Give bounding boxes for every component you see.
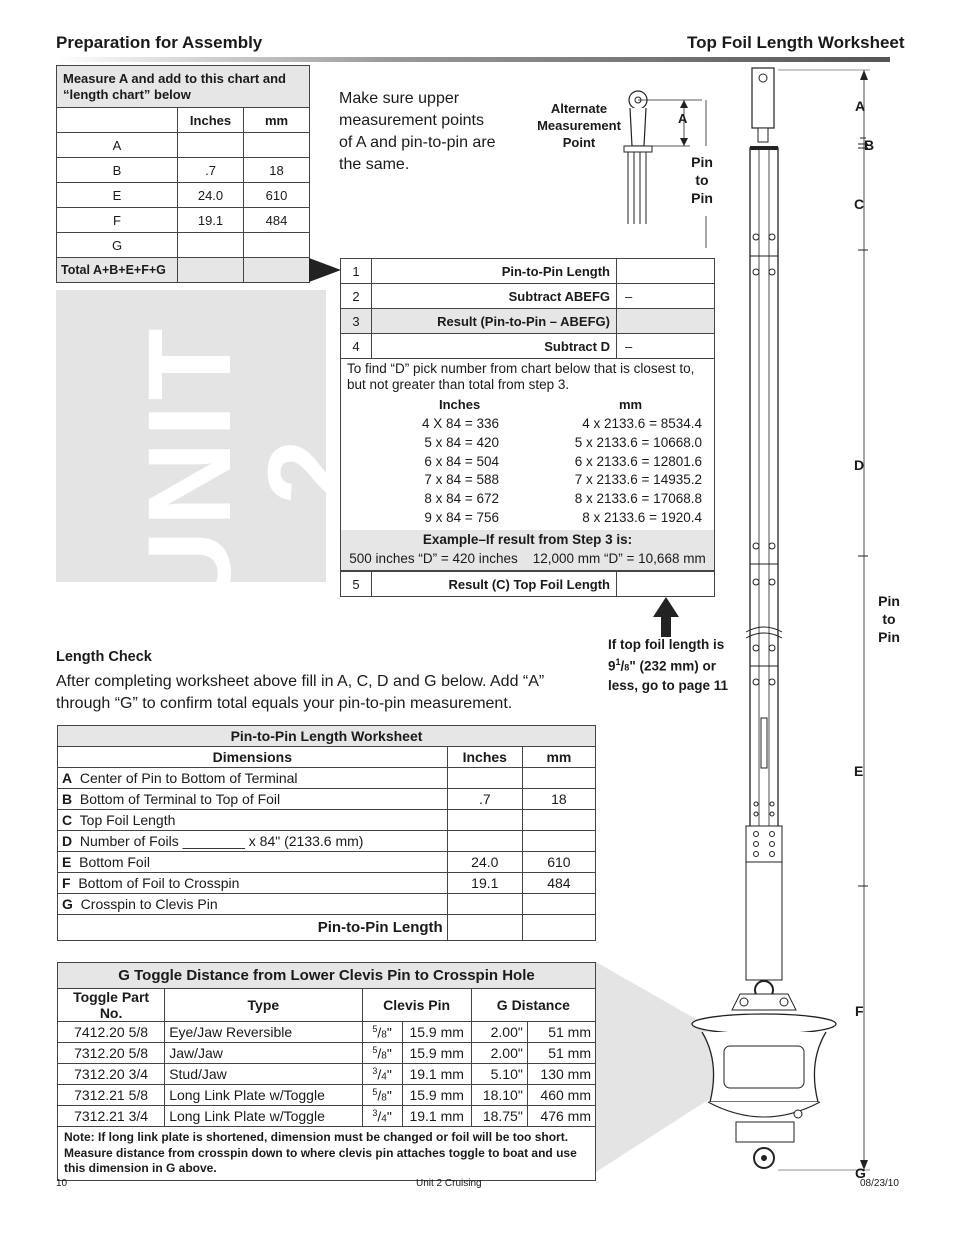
input-cell[interactable] <box>244 233 310 258</box>
input-cell[interactable] <box>447 894 522 915</box>
input-cell[interactable] <box>522 768 595 789</box>
input-cell[interactable] <box>522 894 595 915</box>
alternate-a-label: A <box>678 111 688 126</box>
dim-label-c: C <box>854 196 865 212</box>
input-cell[interactable] <box>447 831 522 852</box>
toggle-table: G Toggle Distance from Lower Clevis Pin to Crosspin Hole Toggle Part No. Type Clevis Pin G Distance 7412.20 5/8 Eye/Jaw Reversible $^5$/8" 15.9 mm 2.00" 51 mm 7312.20 5/8 Jaw/Jaw $^5$/8" 15.9 mm 2.00" 51 mm 7312.20 3/4 Stud/Jaw $^3$/4" 19.1 mm 5.10" 130 mm 7312.21 5/8 Long Link Plate w/Toggle $^5$/8" 15.9 mm 18.10" 460 mm 7312.21 3/4 Long Link Plate w/Toggle $^3$/4" 19.1 mm 18.75" 476 mm Note: If long link plate is shortened, dimension must be changed or foil will be too short. Measure distance from crosspin down to where clevis pin attaches toggle to boat and use this dimension in G above. <box>57 962 596 1181</box>
foil-assembly-diagram <box>680 62 900 1182</box>
length-check-heading: Length Check <box>56 649 152 665</box>
unit-label: UNIT 2 <box>124 324 376 616</box>
d-col-mm: mm <box>619 397 643 412</box>
total-row: Total A+B+E+F+G <box>57 258 310 283</box>
input-cell[interactable] <box>447 768 522 789</box>
footer-date: 08/23/10 <box>860 1178 899 1189</box>
input-cell[interactable] <box>447 810 522 831</box>
total-inches-cell[interactable] <box>447 915 522 941</box>
alternate-point-label: Alternate Measurement Point <box>537 101 621 150</box>
total-inches-cell[interactable] <box>178 258 244 283</box>
measure-chart-title: Measure A and add to this chart and “length chart” below <box>57 66 310 108</box>
d-inches-list: 4 X 84 = 336 5 x 84 = 420 6 x 84 = 504 7 x 84 = 588 8 x 84 = 672 9 x 84 = 756 <box>422 416 499 525</box>
dim-label-g: G <box>855 1165 866 1181</box>
steps-table <box>340 258 715 359</box>
table-row: 5 Result (C) Top Foil Length <box>341 572 715 597</box>
total-mm-cell[interactable] <box>244 258 310 283</box>
table-row: E 24.0 610 <box>57 183 310 208</box>
pin-to-pin-label: Pin to Pin <box>874 592 904 646</box>
step-value-cell[interactable]: – <box>617 334 715 359</box>
length-check-text: After completing worksheet above fill in A, C, D and G below. Add “A” through “G” to confirm total equals your pin-to-pin measurement. <box>56 673 545 712</box>
page-title: Top Foil Length Worksheet <box>687 33 905 52</box>
table-row: 4 Subtract D – <box>341 334 715 359</box>
table-row: 7312.20 3/4 Stud/Jaw $^3$/4" 19.1 mm 5.10" 130 mm <box>58 1064 596 1085</box>
dim-label-d: D <box>854 457 865 473</box>
arrow-note: If top foil length is $9^1/8$" (232 mm) or less, go to page 11 <box>608 637 729 693</box>
table-row: F Bottom of Foil to Crosspin 19.1 484 <box>58 873 596 894</box>
total-row: Pin-to-Pin Length <box>58 915 596 941</box>
input-cell[interactable] <box>178 133 244 158</box>
table-row: G <box>57 233 310 258</box>
table-row: B .7 18 <box>57 158 310 183</box>
dim-label-a: A <box>855 98 866 114</box>
input-cell[interactable] <box>244 133 310 158</box>
step5-table <box>340 571 715 597</box>
pin-to-pin-table: Pin-to-Pin Length Worksheet Dimensions Inches mm A Center of Pin to Bottom of Terminal B Bottom of Terminal to Top of Foil .7 18 C Top Foil Length D Number of Foils ________ x 84" (2133.6 mm) E Bottom Foil 24.0 610 F Bottom of Foil to Crosspin 19.1 484 G Crosspin to Clevis Pin Pin-to-Pin Length <box>57 725 596 941</box>
d-chart-intro: To find “D” pick number from chart below that is closest to, but not greater than total from step 3. <box>347 361 695 392</box>
input-cell[interactable] <box>522 810 595 831</box>
table-row: C Top Foil Length <box>58 810 596 831</box>
total-mm-cell[interactable] <box>522 915 595 941</box>
alternate-pin-label: Pin to Pin <box>691 154 713 206</box>
dim-label-b: B <box>864 137 875 153</box>
input-cell[interactable] <box>522 831 595 852</box>
table-row: 1 Pin-to-Pin Length <box>341 259 715 284</box>
section-title: Preparation for Assembly <box>56 33 263 52</box>
table-row: F 19.1 484 <box>57 208 310 233</box>
dim-label-f: F <box>855 1003 864 1019</box>
table-row: B Bottom of Terminal to Top of Foil .7 18 <box>58 789 596 810</box>
toggle-note: Note: If long link plate is shortened, dimension must be changed or foil will be too short. Measure distance from crosspin down to where clevis pin attaches toggle to boat and use this dimension in G above. <box>58 1127 596 1181</box>
up-arrow-icon <box>653 597 679 637</box>
table-row: 3 Result (Pin-to-Pin – ABEFG) <box>341 309 715 334</box>
d-mm-list: 4 x 2133.6 = 8534.4 5 x 2133.6 = 10668.0 6 x 2133.6 = 12801.6 7 x 2133.6 = 14935.2 8 x 2133.6 = 17068.8 8 x 2133.6 = 1920.4 <box>574 416 702 525</box>
input-cell[interactable] <box>178 233 244 258</box>
table-row: G Crosspin to Clevis Pin <box>58 894 596 915</box>
step-value-cell[interactable]: – <box>617 284 715 309</box>
measure-chart <box>56 65 310 283</box>
table-row: A Center of Pin to Bottom of Terminal <box>58 768 596 789</box>
dim-label-e: E <box>854 763 864 779</box>
ptp-title: Pin-to-Pin Length Worksheet <box>58 726 596 747</box>
footer-center: Unit 2 Cruising <box>416 1178 482 1189</box>
d-chart <box>340 358 715 571</box>
toggle-title: G Toggle Distance from Lower Clevis Pin to Crosspin Hole <box>58 963 596 989</box>
table-row: 2 Subtract ABEFG – <box>341 284 715 309</box>
instruction-text: Make sure upper measurement points of A and pin-to-pin are the same. <box>339 90 496 173</box>
col-inches: Inches <box>178 108 244 133</box>
page-number: 10 <box>56 1178 68 1189</box>
pointer-arrow-icon <box>309 258 341 282</box>
table-row: 7312.21 3/4 Long Link Plate w/Toggle $^3$/4" 19.1 mm 18.75" 476 mm <box>58 1106 596 1127</box>
table-row: 7312.20 5/8 Jaw/Jaw $^5$/8" 15.9 mm 2.00" 51 mm <box>58 1043 596 1064</box>
d-col-inches: Inches <box>439 397 481 412</box>
table-row: E Bottom Foil 24.0 610 <box>58 852 596 873</box>
table-row: 7312.21 5/8 Long Link Plate w/Toggle $^5$/8" 15.9 mm 18.10" 460 mm <box>58 1085 596 1106</box>
table-row: 7412.20 5/8 Eye/Jaw Reversible $^5$/8" 15.9 mm 2.00" 51 mm <box>58 1022 596 1043</box>
col-mm: mm <box>244 108 310 133</box>
d-example: Example–If result from Step 3 is: 500 inches “D” = 420 inches 12,000 mm “D” = 10,668 mm <box>341 530 714 570</box>
table-row: D Number of Foils ________ x 84" (2133.6 mm) <box>58 831 596 852</box>
table-row: A <box>57 133 310 158</box>
